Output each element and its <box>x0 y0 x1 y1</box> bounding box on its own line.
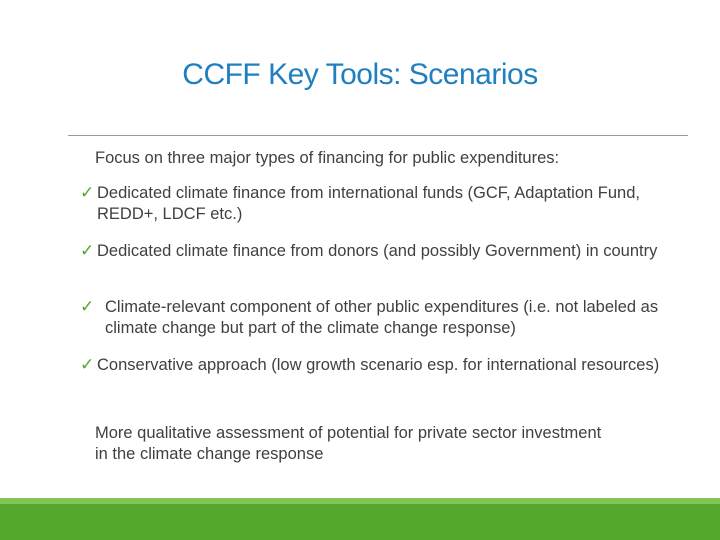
bullet-item <box>80 297 690 339</box>
footer-band-highlight <box>0 498 720 504</box>
outro-text: More qualitative assessment of potential for private sector investment in the climate change response <box>95 424 602 463</box>
checkmark-icon: ✓ <box>80 183 95 203</box>
checkmark-icon: ✓ <box>80 241 95 261</box>
title-divider <box>68 135 688 136</box>
footer-band <box>0 498 720 540</box>
bullet-item <box>80 183 690 225</box>
slide-title: CCFF Key Tools: Scenarios <box>182 58 538 91</box>
bullet-text: Dedicated climate finance from donors (and possibly Government) in country <box>97 242 658 260</box>
bullet-text: Climate-relevant component of other public expenditures (i.e. not labeled as climate change but part of the climate change response) <box>105 298 659 337</box>
checkmark-icon: ✓ <box>80 297 95 317</box>
bullet-item <box>80 355 690 376</box>
bullet-text: Dedicated climate finance from international funds (GCF, Adaptation Fund, REDD+, LDCF etc.) <box>97 184 640 223</box>
bullet-text: Conservative approach (low growth scenario esp. for international resources) <box>97 356 660 374</box>
bullet-item <box>80 241 690 262</box>
intro-text: Focus on three major types of financing for public expenditures: <box>95 149 560 167</box>
checkmark-icon: ✓ <box>80 355 95 375</box>
